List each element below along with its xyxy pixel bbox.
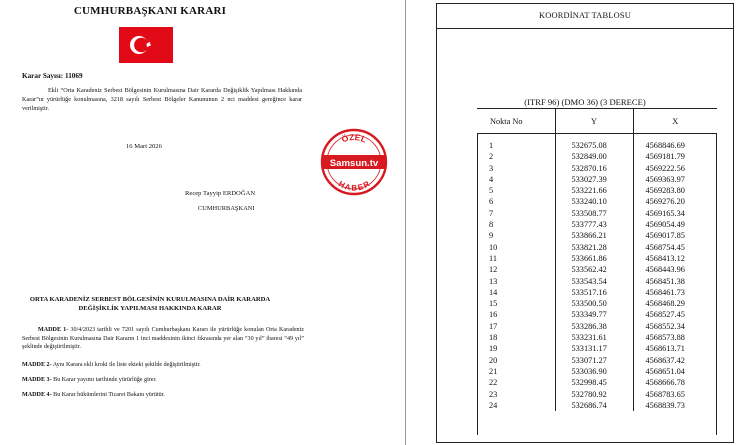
y-coordinate-cell: 533543.54 [555, 276, 633, 287]
signer-title: CUMHURBAŞKANI [198, 205, 255, 212]
table-row [477, 377, 717, 388]
table-row [477, 174, 717, 185]
table-row [477, 185, 717, 196]
point-number-cell: 4 [489, 174, 494, 184]
article-label: MADDE 3- [22, 377, 52, 383]
point-number-cell: 10 [489, 242, 498, 252]
x-coordinate-cell: 4569181.79 [633, 151, 717, 162]
table-row [477, 196, 717, 207]
table-row [477, 321, 717, 332]
article-3 [22, 376, 304, 385]
y-coordinate-cell: 533562.42 [555, 264, 633, 275]
table-row [477, 163, 717, 174]
coordinate-page [406, 0, 750, 445]
y-coordinate-cell: 533661.86 [555, 253, 633, 264]
column-header-y: Y [555, 109, 633, 134]
article-1 [22, 326, 304, 352]
x-coordinate-cell: 4569363.97 [633, 174, 717, 185]
coordinate-rows [477, 134, 717, 412]
point-number-cell: 12 [489, 265, 498, 275]
table-row [477, 208, 717, 219]
y-coordinate-cell: 533821.28 [555, 242, 633, 253]
table-row [477, 343, 717, 354]
y-coordinate-cell: 532686.74 [555, 400, 633, 411]
y-coordinate-cell: 532998.45 [555, 377, 633, 388]
x-coordinate-cell: 4569283.80 [633, 185, 717, 196]
x-coordinate-cell: 4569222.56 [633, 163, 717, 174]
stamp-top-text: ÖZEL [340, 131, 369, 145]
decree-date: 16 Mart 2026 [126, 143, 162, 150]
column-header-point: Nokta No [477, 109, 555, 134]
x-coordinate-cell: 4568637.42 [633, 355, 717, 366]
y-coordinate-cell: 532870.16 [555, 163, 633, 174]
samsun-tv-stamp-icon [320, 128, 388, 196]
x-coordinate-cell: 4568651.04 [633, 366, 717, 377]
table-row [477, 332, 717, 343]
point-number-cell: 17 [489, 321, 498, 331]
point-number-cell: 6 [489, 197, 494, 207]
point-number-cell: 24 [489, 400, 498, 410]
point-number-cell: 14 [489, 287, 498, 297]
table-row [477, 389, 717, 400]
table-row [477, 309, 717, 320]
point-number-cell: 23 [489, 389, 498, 399]
document-header: CUMHURBAŞKANI KARARI [73, 5, 227, 17]
article-label: MADDE 1- [38, 327, 69, 333]
y-coordinate-cell: 533866.21 [555, 230, 633, 241]
y-coordinate-cell: 533500.50 [555, 298, 633, 309]
x-coordinate-cell: 4568552.34 [633, 321, 717, 332]
coordinate-frame [436, 3, 734, 443]
table-header-row [477, 109, 717, 134]
table-row [477, 134, 717, 152]
x-coordinate-cell: 4569054.49 [633, 219, 717, 230]
annex-title [0, 295, 300, 313]
y-coordinate-cell: 533349.77 [555, 309, 633, 320]
table-row [477, 298, 717, 309]
table-row [477, 264, 717, 275]
y-coordinate-cell: 533131.17 [555, 343, 633, 354]
article-text: Bu Karar yayımı tarihinde yürürlüğe girer. [51, 377, 157, 383]
x-coordinate-cell: 4568468.29 [633, 298, 717, 309]
y-coordinate-cell: 533286.38 [555, 321, 633, 332]
point-number-cell: 5 [489, 186, 494, 196]
article-label: MADDE 4- [22, 392, 52, 398]
coordinate-table-title: KOORDİNAT TABLOSU [539, 11, 631, 20]
annex-title-line: ORTA KARADENİZ SERBEST BÖLGESİNİN KURULMASINA DAİR KARARDA [29, 296, 271, 303]
x-coordinate-cell: 4568783.65 [633, 389, 717, 400]
x-coordinate-cell: 4568839.73 [633, 400, 717, 411]
table-row [477, 287, 717, 298]
decree-intro-paragraph: Ekli “Orta Karadeniz Serbest Bölgesinin Kurulmasına Dair Kararda Değişiklik Yapılması Hakkında Karar”ın yürürlüğe konulmasına, 3218 sayılı Serbest Bölgeler Kanununun 2 nci maddesi gereğince karar verilmiştir. [22, 87, 302, 112]
point-number-cell: 8 [489, 220, 494, 230]
y-coordinate-cell: 533777.43 [555, 219, 633, 230]
x-coordinate-cell: 4568754.45 [633, 242, 717, 253]
point-number-cell: 16 [489, 310, 498, 320]
point-number-cell: 7 [489, 208, 494, 218]
point-number-cell: 15 [489, 299, 498, 309]
point-number-cell: 13 [489, 276, 498, 286]
x-coordinate-cell: 4568846.69 [633, 134, 717, 152]
table-row [477, 242, 717, 253]
stamp-brand-text: Samsun.tv [329, 157, 379, 169]
coordinate-table [477, 108, 717, 411]
table-row [477, 219, 717, 230]
point-number-cell: 21 [489, 366, 498, 376]
table-row [477, 400, 717, 411]
x-coordinate-cell: 4568461.73 [633, 287, 717, 298]
point-number-cell: 19 [489, 344, 498, 354]
y-coordinate-cell: 533027.39 [555, 174, 633, 185]
x-coordinate-cell: 4569165.34 [633, 208, 717, 219]
y-coordinate-cell: 533508.77 [555, 208, 633, 219]
table-row [477, 151, 717, 162]
article-label: MADDE 2- [22, 362, 52, 368]
table-row [477, 253, 717, 264]
x-coordinate-cell: 4568666.78 [633, 377, 717, 388]
stamp-bottom-text: HABER [336, 179, 372, 193]
x-coordinate-cell: 4568613.71 [633, 343, 717, 354]
point-number-cell: 20 [489, 355, 498, 365]
decree-number: Karar Sayısı: 11069 [22, 72, 83, 80]
x-coordinate-cell: 4568527.45 [633, 309, 717, 320]
table-row [477, 230, 717, 241]
point-number-cell: 22 [489, 378, 498, 388]
turkish-flag-icon [119, 27, 173, 63]
y-coordinate-cell: 533240.10 [555, 196, 633, 207]
signer-name: Recep Tayyip ERDOĞAN [185, 190, 256, 197]
article-2 [22, 361, 304, 370]
point-number-cell: 1 [489, 141, 494, 150]
y-coordinate-cell: 533036.90 [555, 366, 633, 377]
point-number-cell: 11 [489, 253, 497, 263]
table-row [477, 276, 717, 287]
coordinate-system-label: (ITRF 96) (DMO 36) (3 DERECE) [524, 97, 646, 107]
y-coordinate-cell: 533517.16 [555, 287, 633, 298]
x-coordinate-cell: 4568573.88 [633, 332, 717, 343]
x-coordinate-cell: 4569017.85 [633, 230, 717, 241]
y-coordinate-cell: 532675.08 [555, 134, 633, 152]
title-divider [437, 28, 733, 29]
x-coordinate-cell: 4568413.12 [633, 253, 717, 264]
point-number-cell: 9 [489, 231, 494, 241]
column-header-x: X [633, 109, 717, 134]
y-coordinate-cell: 532780.92 [555, 389, 633, 400]
table-row [477, 366, 717, 377]
x-coordinate-cell: 4568451.38 [633, 276, 717, 287]
y-coordinate-cell: 533231.61 [555, 332, 633, 343]
y-coordinate-cell: 532849.00 [555, 151, 633, 162]
article-4 [22, 391, 304, 400]
article-text: 30/4/2023 tarihli ve 7201 sayılı Cumhurbaşkanı Kararı ile yürürlüğe konulan Orta Karadeniz Serbest Bölgesinin Kurulmasına Dair Kararın 1 inci maddesinin ikinci fıkrasında yer alan “30 yıl” ibaresi “49 yıl” şeklinde değiştirilmiştir. [22, 327, 304, 351]
table-row [477, 355, 717, 366]
y-coordinate-cell: 533071.27 [555, 355, 633, 366]
point-number-cell: 2 [489, 152, 494, 162]
point-number-cell: 3 [489, 163, 494, 173]
article-text: Bu Karar hükümlerini Ticaret Bakanı yürütür. [51, 392, 165, 398]
y-coordinate-cell: 533221.66 [555, 185, 633, 196]
point-number-cell: 18 [489, 333, 498, 343]
x-coordinate-cell: 4568443.96 [633, 264, 717, 275]
annex-title-line: DEĞİŞİKLİK YAPILMASI HAKKINDA KARAR [78, 305, 222, 312]
article-text: Aynı Karara ekli kroki ile liste ekteki şekilde değiştirilmiştir. [51, 362, 201, 368]
x-coordinate-cell: 4569276.20 [633, 196, 717, 207]
